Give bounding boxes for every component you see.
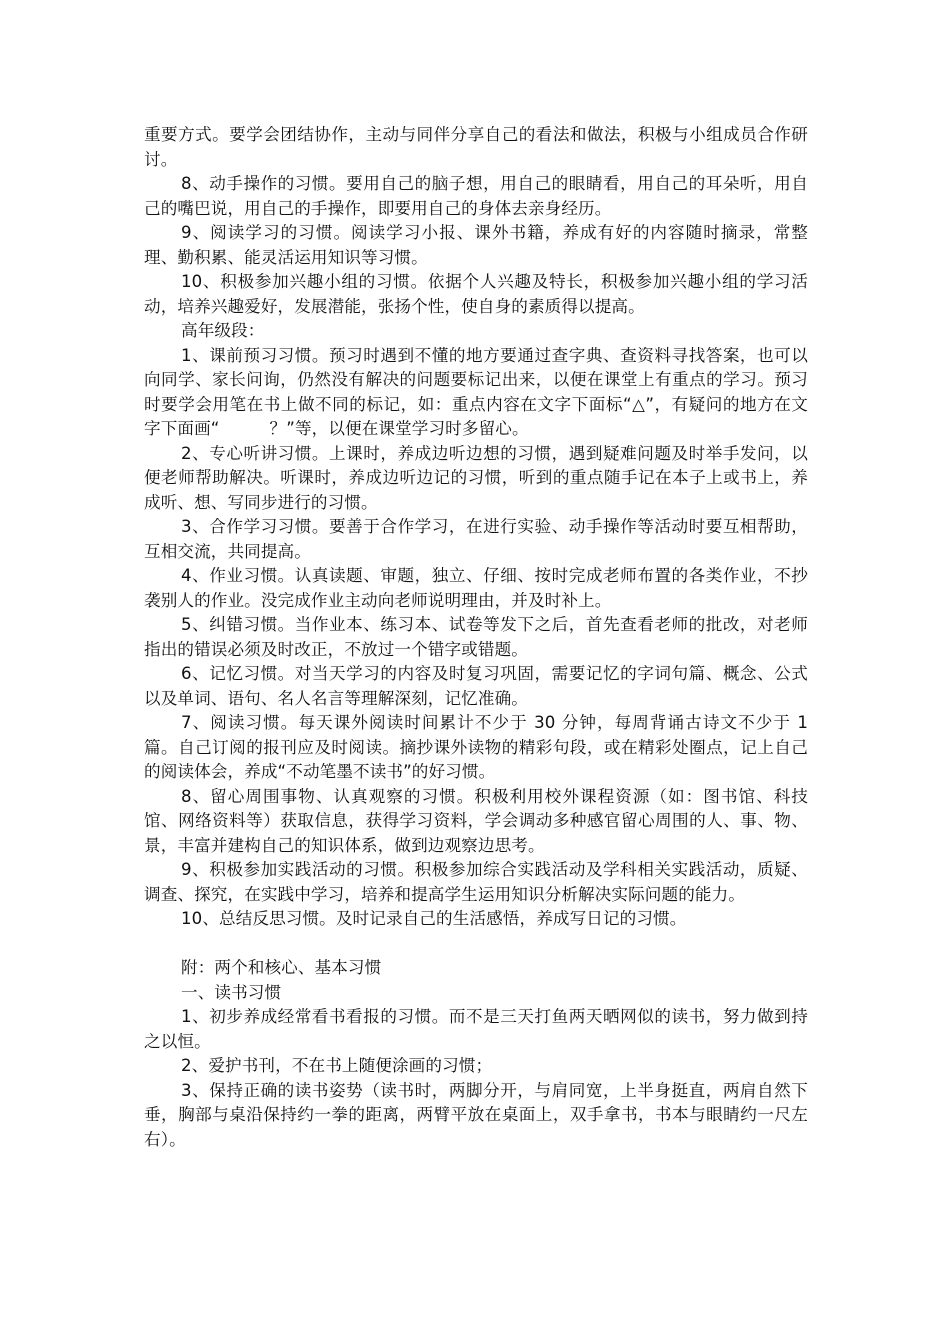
paragraph-memory-habit: 6、记忆习惯。对当天学习的内容及时复习巩固，需要记忆的字词句篇、概念、公式以及单词、语句、名人名言等理解深刻，记忆准确。 [144, 664, 808, 708]
paragraph-reading-posture: 3、保持正确的读书姿势（读书时，两脚分开，与肩同宽，上半身挺直，两肩自然下垂，胸部与桌沿保持约一拳的距离，两臂平放在桌面上，双手拿书，书本与眼睛约一尺左右）。 [144, 1080, 808, 1149]
paragraph-preview-habit: 1、课前预习习惯。预习时遇到不懂的地方要通过查字典、查资料寻找答案，也可以向同学、家长问询，仍然没有解决的问题要标记出来，以便在课堂上有重点的学习。预习时要学会用笔在书上做不同的标记，如：重点内容在文字下面标“△”，有疑问的地方在文字下面画“ ？”等，以便在课堂学习时多留心。 [144, 345, 808, 438]
paragraph-reading-habit: 7、阅读习惯。每天课外阅读时间累计不少于 30 分钟，每周背诵古诗文不少于 1 篇。自己订阅的报刊应及时阅读。摘抄课外读物的精彩句段，或在精彩处圈点，记上自己的阅读体会，养成“不动笔墨不读书”的好习惯。 [144, 713, 808, 781]
subsection-heading-reading-habit: 一、读书习惯 [181, 982, 282, 1002]
paragraph-reading-study-habit: 9、阅读学习的习惯。阅读学习小报、课外书籍，养成有好的内容随时摘录，常整理、勤积累、能灵活运用知识等习惯。 [144, 223, 808, 267]
paragraph-homework-habit: 4、作业习惯。认真读题、审题，独立、仔细、按时完成老师布置的各类作业，不抄袭别人的作业。没完成作业主动向老师说明理由，并及时补上。 [144, 566, 808, 610]
paragraph-teamwork-continued: 重要方式。要学会团结协作，主动与同伴分享自己的看法和做法，积极与小组成员合作研讨。 [144, 125, 808, 169]
appendix-heading: 附：两个和核心、基本习惯 [181, 958, 382, 977]
paragraph-practice-activity-habit: 9、积极参加实践活动的习惯。积极参加综合实践活动及学科相关实践活动，质疑、调查、探究，在实践中学习，培养和提高学生运用知识分析解决实际问题的能力。 [144, 860, 808, 904]
blank-line [144, 932, 808, 957]
paragraph-cooperative-learning-habit: 3、合作学习习惯。要善于合作学习，在进行实验、动手操作等活动时要互相帮助，互相交流，共同提高。 [144, 517, 808, 561]
section-heading-senior-grades: 高年级段： [181, 321, 265, 340]
paragraph-regular-reading: 1、初步养成经常看书看报的习惯。而不是三天打鱼两天晒网似的读书，努力做到持之以恒。 [144, 1007, 808, 1051]
paragraph-interest-group-habit: 10、积极参加兴趣小组的习惯。依据个人兴趣及特长，积极参加兴趣小组的学习活动，培养兴趣爱好，发展潜能，张扬个性，使自身的素质得以提高。 [144, 272, 808, 316]
paragraph-hands-on-habit: 8、动手操作的习惯。要用自己的脑子想，用自己的眼睛看，用自己的耳朵听，用自己的嘴巴说，用自己的手操作，即要用自己的身体去亲身经历。 [144, 174, 808, 218]
paragraph-reflection-habit: 10、总结反思习惯。及时记录自己的生活感悟，养成写日记的习惯。 [181, 909, 687, 928]
paragraph-error-correction-habit: 5、纠错习惯。当作业本、练习本、试卷等发下之后，首先查看老师的批改，对老师指出的错误必须及时改正，不放过一个错字或错题。 [144, 615, 808, 659]
paragraph-care-for-books: 2、爱护书刊，不在书上随便涂画的习惯； [181, 1056, 493, 1075]
paragraph-observation-habit: 8、留心周围事物、认真观察的习惯。积极利用校外课程资源（如：图书馆、科技馆、网络资料等）获取信息，获得学习资料，学会调动多种感官留心周围的人、事、物、景，丰富并建构自己的知识体系，做到边观察边思考。 [144, 786, 808, 855]
document-body [144, 123, 808, 1152]
paragraph-listening-habit: 2、专心听讲习惯。上课时，养成边听边想的习惯，遇到疑难问题及时举手发问，以便老师帮助解决。听课时，养成边听边记的习惯，听到的重点随手记在本子上或书上，养成听、想、写同步进行的习惯。 [144, 443, 808, 512]
